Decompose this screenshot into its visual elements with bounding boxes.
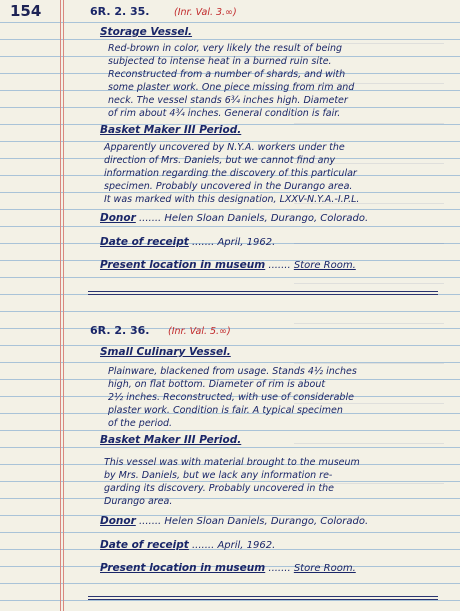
donor-row: Donor ....... Helen Sloan Daniels, Durango, Colorado. (100, 212, 369, 224)
margin-line (60, 0, 61, 611)
donor-value: Helen Sloan Daniels, Durango, Colorado. (164, 516, 369, 527)
receipt-label: Date of receipt (100, 539, 189, 551)
period-note-line: direction of Mrs. Daniels, but we cannot find any (104, 155, 336, 166)
description-line: 2½ inches. Reconstructed, with use of considerable (108, 392, 354, 403)
description-line: neck. The vessel stands 6¾ inches high. Diameter (108, 95, 348, 106)
donor-value: Helen Sloan Daniels, Durango, Colorado. (164, 213, 369, 224)
donor-row: Donor ....... Helen Sloan Daniels, Durango, Colorado. (100, 515, 369, 527)
description-line: subjected to intense heat in a burned ruin site. (108, 56, 332, 67)
location-value: Store Room. (293, 563, 356, 574)
description-line: Plainware, blackened from usage. Stands 4½ inches (108, 366, 357, 377)
description-line: of rim about 4¾ inches. General condition is fair. (108, 108, 341, 119)
period-heading: Basket Maker III Period. (100, 124, 242, 136)
description-line: Red-brown in color, very likely the result of being (108, 43, 343, 54)
object-title: Storage Vessel. (100, 26, 193, 38)
entry-divider (88, 294, 438, 295)
receipt-label: Date of receipt (100, 236, 189, 248)
entry-divider (88, 599, 438, 600)
receipt-value: April, 1962. (217, 540, 276, 551)
donor-label: Donor (100, 212, 136, 224)
period-note-line: garding its discovery. Probably uncovered in the (104, 483, 335, 494)
location-row: Present location in museum ....... Store Room. (100, 562, 356, 574)
period-note-line: Apparently uncovered by N.Y.A. workers under the (104, 142, 345, 153)
valuation: (Inr. Val. 5.∞) (168, 326, 231, 337)
period-note-line: Durango area. (104, 496, 173, 507)
period-note-line: This vessel was with material brought to the museum (104, 457, 360, 468)
period-note-line: specimen. Probably uncovered in the Durango area. (104, 181, 353, 192)
location-value: Store Room. (293, 260, 356, 271)
description-line: plaster work. Condition is fair. A typical specimen (108, 405, 343, 416)
entry-divider (88, 596, 438, 597)
receipt-value: April, 1962. (217, 237, 276, 248)
description-line: high, on flat bottom. Diameter of rim is about (108, 379, 326, 390)
donor-label: Donor (100, 515, 136, 527)
receipt-row: Date of receipt ....... April, 1962. (100, 236, 276, 248)
period-note-line: It was marked with this designation, LXXV-N.Y.A.-I.P.L. (104, 194, 360, 205)
period-note-line: information regarding the discovery of this particular (104, 168, 357, 179)
period-note-line: by Mrs. Daniels, but we lack any information re- (104, 470, 333, 481)
location-label: Present location in museum (100, 562, 266, 574)
period-heading: Basket Maker III Period. (100, 434, 242, 446)
location-label: Present location in museum (100, 259, 266, 271)
margin-line (63, 0, 64, 611)
description-line: Reconstructed from a number of shards, and with (108, 69, 346, 80)
object-title: Small Culinary Vessel. (100, 346, 231, 358)
valuation: (Inr. Val. 3.∞) (174, 7, 237, 18)
receipt-row: Date of receipt ....... April, 1962. (100, 539, 276, 551)
entry-divider (88, 291, 438, 292)
location-row: Present location in museum ....... Store Room. (100, 259, 356, 271)
description-line: of the period. (108, 418, 173, 429)
catalog-number: 6R. 2. 35. (90, 5, 150, 18)
page-number: 154 (10, 2, 42, 20)
description-line: some plaster work. One piece missing from rim and (108, 82, 355, 93)
catalog-number: 6R. 2. 36. (90, 324, 150, 337)
